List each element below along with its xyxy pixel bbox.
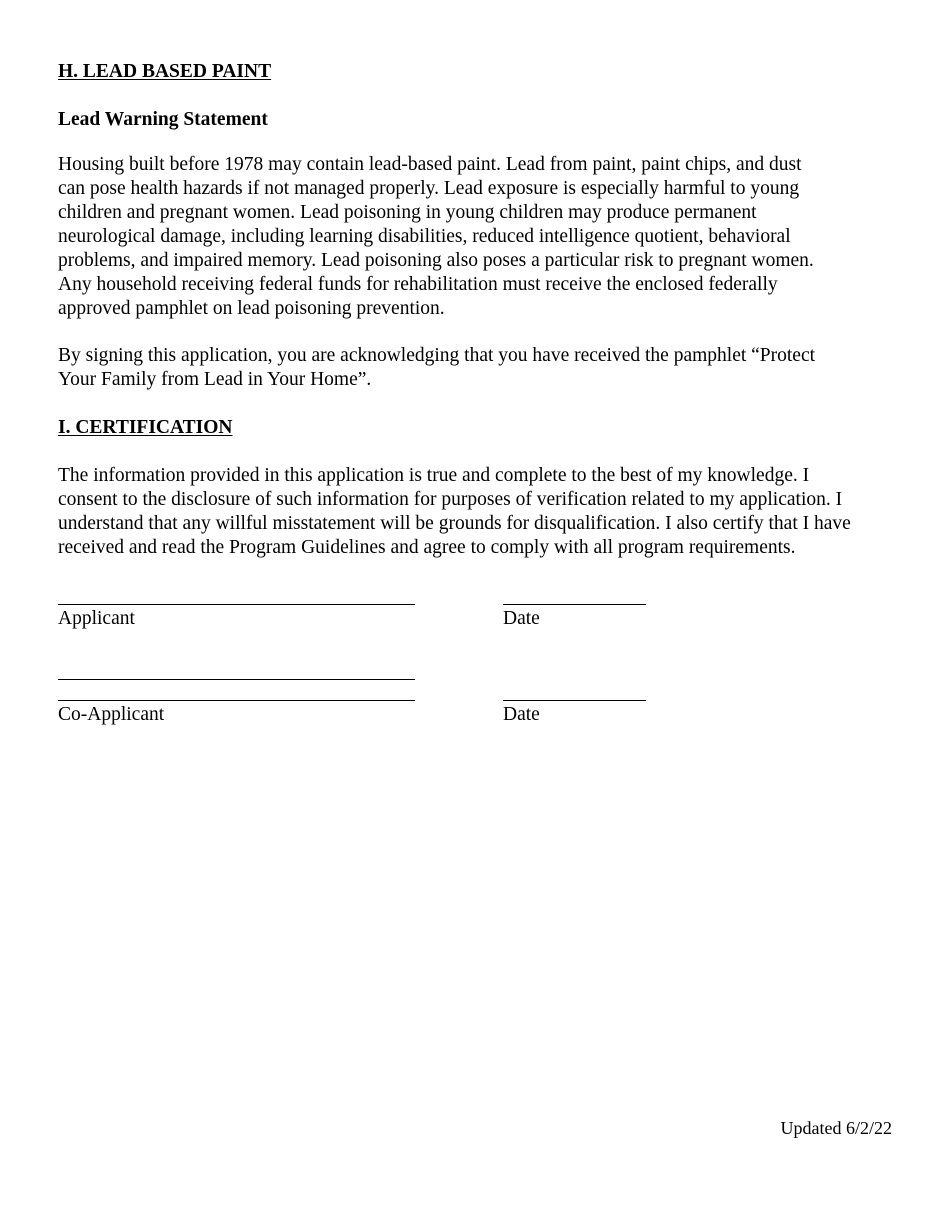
coapplicant-date-line[interactable] <box>503 700 646 701</box>
paragraph-line: neurological damage, including learning disabilities, reduced intelligence quotient, behavioral <box>58 226 791 247</box>
paragraph-line: can pose health hazards if not managed properly. Lead exposure is especially harmful to young <box>58 178 800 199</box>
paragraph-line: The information provided in this application is true and complete to the best of my knowledge. I <box>58 465 810 486</box>
coapplicant-date-label: Date <box>503 704 540 725</box>
section-i-heading: I. CERTIFICATION <box>58 417 233 438</box>
paragraph-line: consent to the disclosure of such information for purposes of verification related to my application. I <box>58 489 843 510</box>
coapplicant-label: Co-Applicant <box>58 704 165 725</box>
paragraph-line: understand that any willful misstatement will be grounds for disqualification. I also certify that I have <box>58 513 851 534</box>
pamphlet-acknowledgement-paragraph <box>58 344 898 392</box>
paragraph-line: Your Family from Lead in Your Home”. <box>58 369 372 390</box>
coapplicant-signature-line[interactable] <box>58 700 415 701</box>
applicant-date-label: Date <box>503 608 540 629</box>
paragraph-line: approved pamphlet on lead poisoning prevention. <box>58 298 445 319</box>
applicant-date-line[interactable] <box>503 604 646 605</box>
paragraph-line: Housing built before 1978 may contain lead-based paint. Lead from paint, paint chips, and dust <box>58 154 802 175</box>
section-h-heading: H. LEAD BASED PAINT <box>58 61 272 82</box>
lead-warning-paragraph <box>58 153 898 321</box>
paragraph-line: Any household receiving federal funds for rehabilitation must receive the enclosed federally <box>58 274 778 295</box>
paragraph-line: By signing this application, you are acknowledging that you have received the pamphlet “Protect <box>58 345 816 366</box>
paragraph-line: children and pregnant women. Lead poisoning in young children may produce permanent <box>58 202 757 223</box>
coapplicant-extra-signature-line[interactable] <box>58 679 415 680</box>
lead-warning-subheading: Lead Warning Statement <box>58 109 268 130</box>
updated-date-footer: Updated 6/2/22 <box>780 1118 892 1138</box>
certification-paragraph <box>58 464 898 560</box>
applicant-label: Applicant <box>58 608 135 629</box>
paragraph-line: problems, and impaired memory. Lead poisoning also poses a particular risk to pregnant women. <box>58 250 814 271</box>
applicant-signature-line[interactable] <box>58 604 415 605</box>
paragraph-line: received and read the Program Guidelines and agree to comply with all program requirements. <box>58 537 796 558</box>
